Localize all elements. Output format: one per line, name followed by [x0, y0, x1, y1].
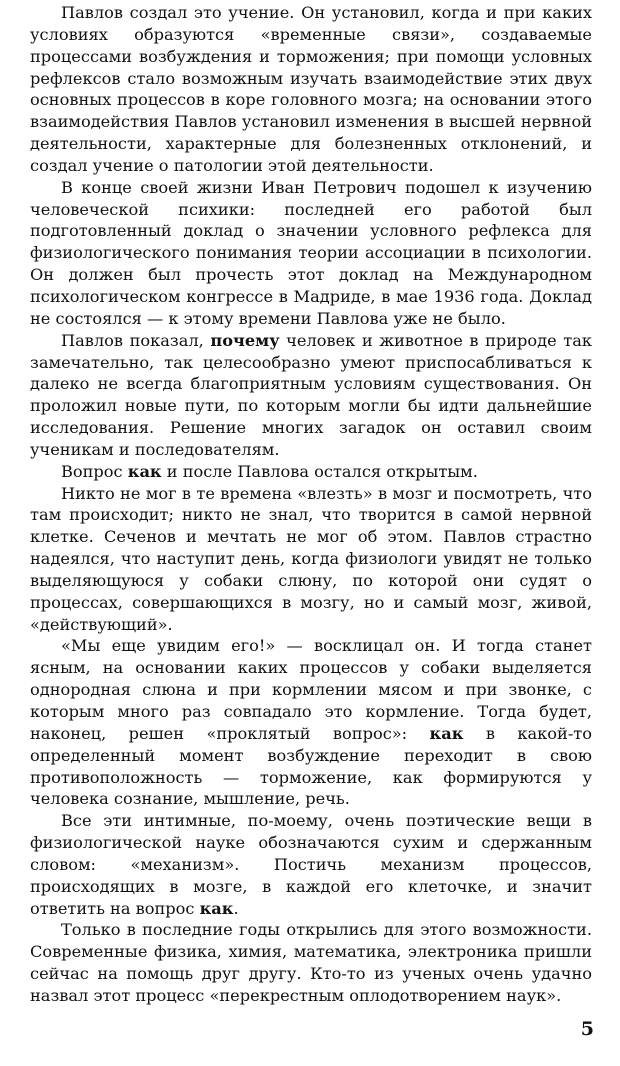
paragraph-4: [30, 461, 592, 483]
paragraph-7-text-start: Все эти интимные, по-моему, очень поэтические вещи в физиологической науке обозначаются сухим и сдержанным словом: «механизм». Постичь механизм процессов, происходящих в мозге, в каждой его клеточке, и значит ответить на вопрос: [30, 811, 592, 918]
emphasis-how: как: [199, 898, 234, 918]
emphasis-why: почему: [210, 330, 280, 350]
paragraph-7-text-end: .: [233, 898, 239, 918]
paragraph-8: [30, 919, 592, 1006]
paragraph-1: [30, 2, 592, 177]
paragraph-6-text-end: в какой-то определенный момент возбуждение переходит в свою противоположность — торможение, как формируются у человека сознание, мышление, речь.: [30, 723, 592, 809]
paragraph-4-text-end: и после Павлова остался открытым.: [161, 461, 478, 481]
page-body-text: [30, 2, 592, 1007]
emphasis-how: как: [127, 461, 162, 481]
paragraph-7: [30, 810, 592, 919]
paragraph-2-text: В конце своей жизни Иван Петрович подошел к изучению человеческой психики: последней его работой был подготовленный доклад о значении условного рефлекса для физиологического понимания теории ассоциации в психологии. Он должен был прочесть этот доклад на Международном психологическом конгрессе в Мадриде, в мае 1936 года. Доклад не состоялся — к этому времени Павлова уже не было.: [30, 177, 592, 328]
page-number: 5: [580, 1018, 594, 1040]
paragraph-1-text: Павлов создал это учение. Он установил, когда и при каких условиях образуются «временные связи», создаваемые процессами возбуждения и торможения; при помощи условных рефлексов стало возможным изучать взаимодействие этих двух основных процессов в коре головного мозга; на основании этого взаимодействия Павлов установил изменения в высшей нервной деятельности, характерные для болезненных отклонений, и создал учение о патологии этой деятельности.: [30, 3, 592, 175]
paragraph-3-text-start: Павлов показал,: [61, 330, 211, 350]
paragraph-6-text-start: «Мы еще увидим его!» — восклицал он. И тогда станет ясным, на основании каких процессов у собаки выделяется однородная слюна и при кормлении мясом и при звонке, с которым много раз совпадало это кормление. Тогда будет, наконец, решен «проклятый вопрос»:: [30, 636, 592, 743]
paragraph-3-text-end: человек и животное в природе так замечательно, так целесообразно умеют приспосабливаться к далеко не всегда благоприятным условиям существования. Он проложил новые пути, по которым могли бы идти дальнейшие исследования. Решение многих загадок он оставил своим ученикам и последователям.: [30, 330, 592, 459]
paragraph-5-text: Никто не мог в те времена «влезть» в мозг и посмотреть, что там происходит; никто не знал, что творится в самой нервной клетке. Сеченов и мечтать не мог об этом. Павлов страстно надеялся, что наступит день, когда физиологи увидят не только выделяющуюся у собаки слюну, по которой они судят о процессах, совершающихся в мозгу, но и самый мозг, живой, «действующий».: [30, 483, 592, 634]
paragraph-5: [30, 483, 592, 636]
paragraph-3: [30, 330, 592, 461]
paragraph-8-text: Только в последние годы открылись для этого возможности. Современные физика, химия, математика, электроника пришли сейчас на помощь друг другу. Кто-то из ученых очень удачно назвал этот процесс «перекрестным оплодотворением наук».: [30, 920, 592, 1005]
paragraph-4-text-start: Вопрос: [61, 461, 128, 481]
paragraph-6: [30, 635, 592, 810]
paragraph-2: [30, 177, 592, 330]
emphasis-how: как: [429, 723, 464, 743]
